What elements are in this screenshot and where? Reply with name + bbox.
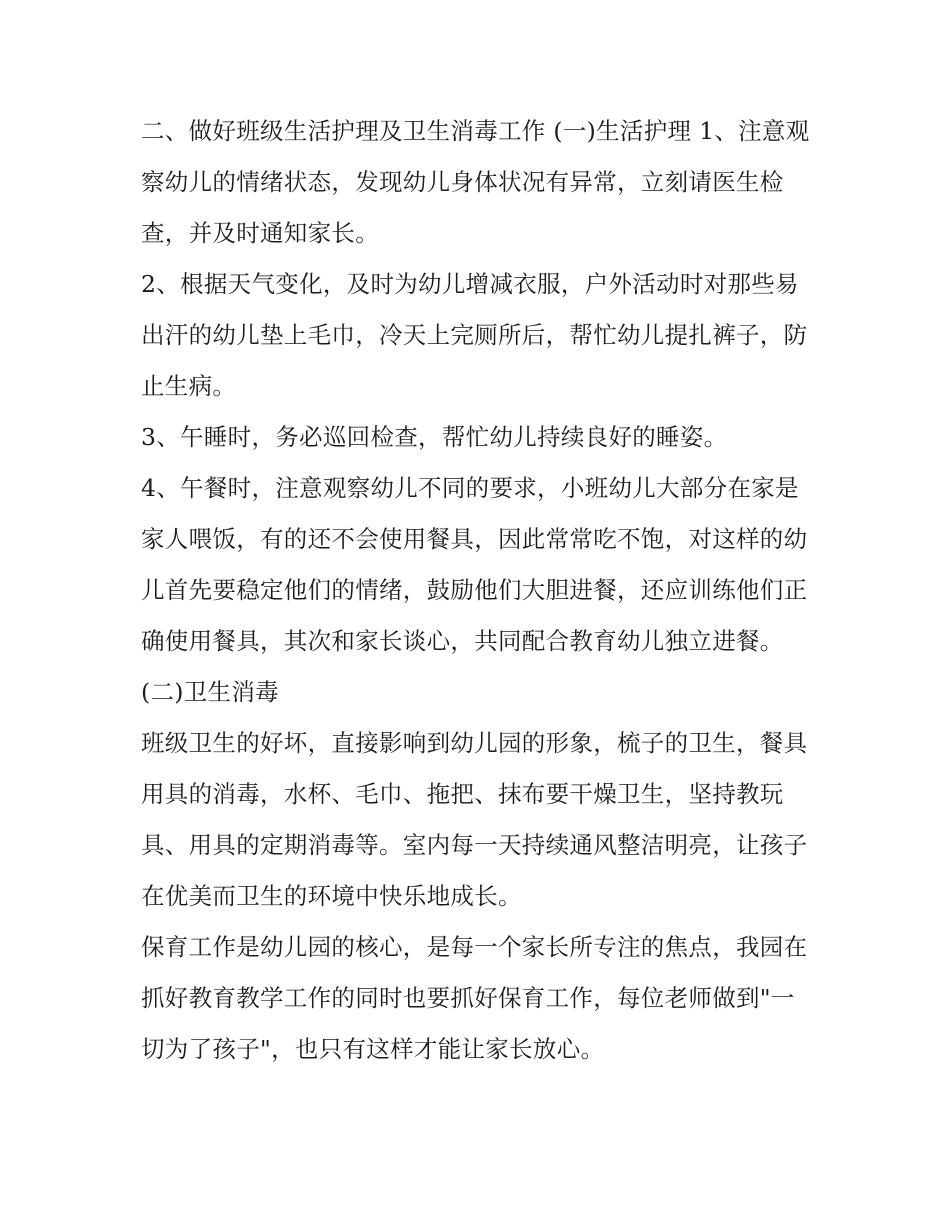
paragraph-class-hygiene: 班级卫生的好坏，直接影响到幼儿园的形象，梳子的卫生，餐具用具的消毒，水杯、毛巾、拖把、抹布要干燥卫生，坚持教玩具、用具的定期消毒等。室内每一天持续通风整洁明亮，让孩子在优美而卫生的环境中快乐地成长。: [141, 729, 808, 910]
paragraph-item-2: 2、根据天气变化，及时为幼儿增减衣服，户外活动时对那些易出汗的幼儿垫上毛巾，冷天上完厕所后，帮忙幼儿提扎裤子，防止生病。: [141, 270, 808, 400]
paragraph-item-4: 4、午餐时，注意观察幼儿不同的要求，小班幼儿大部分在家是家人喂饭，有的还不会使用餐具，因此常常吃不饱，对这样的幼儿首先要稳定他们的情绪，鼓励他们大胆进餐，还应训练他们正确使用餐具，其次和家长谈心，共同配合教育幼儿独立进餐。: [141, 474, 808, 655]
document-body: [141, 106, 816, 1075]
subheading-hygiene-disinfection: (二)卫生消毒: [141, 678, 279, 706]
paragraph-section-two-heading: 二、做好班级生活护理及卫生消毒工作 (一)生活护理 1、注意观察幼儿的情绪状态，发现幼儿身体状况有异常，立刻请医生检查，并及时通知家长。: [141, 117, 810, 247]
paragraph-childcare-core: 保育工作是幼儿园的核心，是每一个家长所专注的焦点，我园在抓好教育教学工作的同时也要抓好保育工作，每位老师做到"一切为了孩子"，也只有这样才能让家长放心。: [141, 933, 808, 1063]
paragraph-item-3: 3、午睡时，务必巡回检查，帮忙幼儿持续良好的睡姿。: [141, 423, 728, 451]
